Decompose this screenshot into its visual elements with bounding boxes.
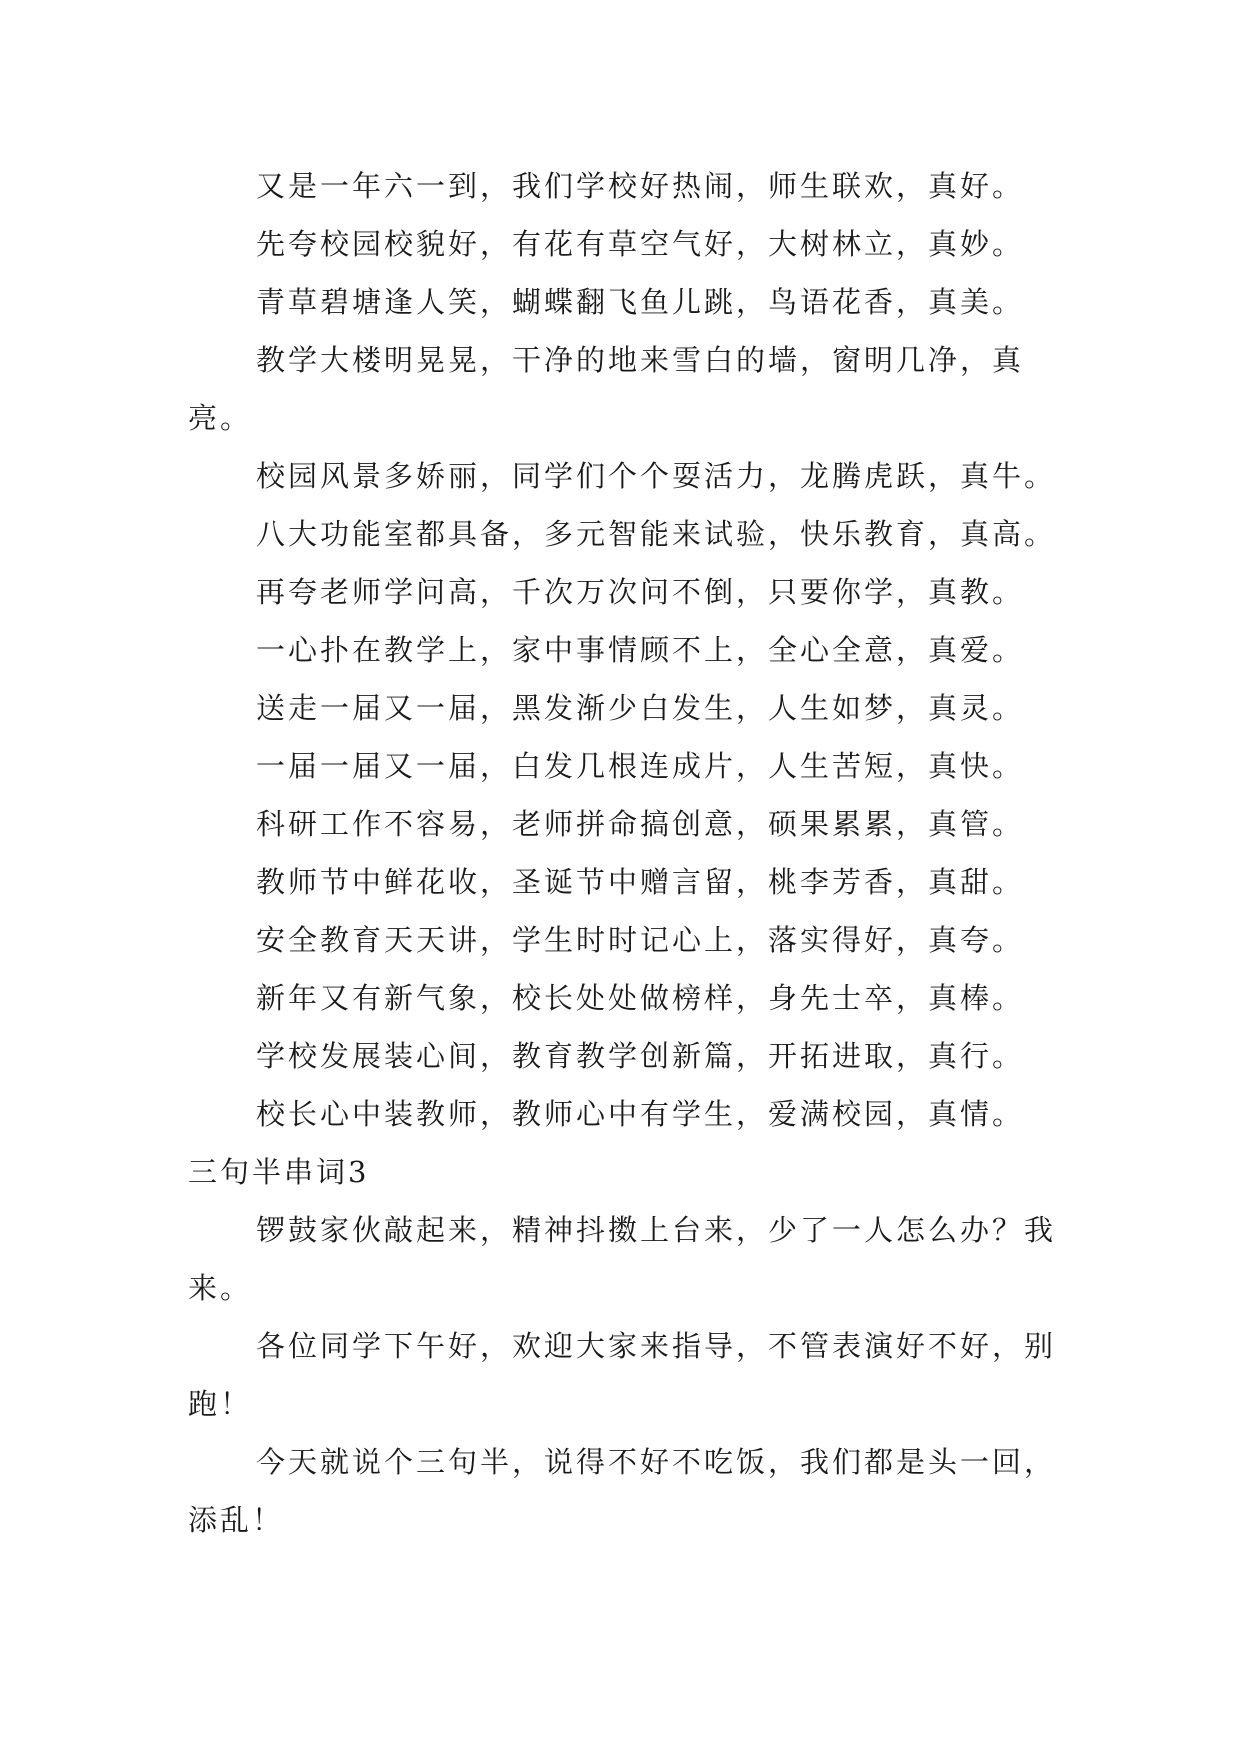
poem-paragraph: 教师节中鲜花收，圣诞节中赠言留，桃李芳香，真甜。 — [256, 865, 1025, 899]
poem-paragraph: 一届一届又一届，白发几根连成片，人生苦短，真快。 — [256, 749, 1025, 783]
section-paragraph: 各位同学下午好，欢迎大家来指导，不管表演好不好，别跑！ — [188, 1329, 1057, 1421]
poem-paragraph: 一心扑在教学上，家中事情顾不上，全心全意，真爱。 — [256, 633, 1025, 667]
document-body — [188, 157, 1068, 1549]
poem-paragraph: 学校发展装心间，教育教学创新篇，开拓进取，真行。 — [256, 1039, 1025, 1073]
poem-paragraph: 八大功能室都具备，多元智能来试验，快乐教育，真高。 — [256, 517, 1057, 551]
poem-paragraph: 再夸老师学问高，千次万次问不倒，只要你学，真教。 — [256, 575, 1025, 609]
section-paragraph: 锣鼓家伙敲起来，精神抖擞上台来，少了一人怎么办？我来。 — [188, 1213, 1057, 1305]
poem-paragraph: 先夸校园校貌好，有花有草空气好，大树林立，真妙。 — [256, 227, 1025, 261]
poem-paragraph: 安全教育天天讲，学生时时记心上，落实得好，真夸。 — [256, 923, 1025, 957]
section-heading: 三句半串词3 — [188, 1155, 370, 1189]
poem-paragraph: 科研工作不容易，老师拼命搞创意，硕果累累，真管。 — [256, 807, 1025, 841]
poem-paragraph: 又是一年六一到，我们学校好热闹，师生联欢，真好。 — [256, 169, 1025, 203]
section-paragraph: 今天就说个三句半，说得不好不吃饭，我们都是头一回，添乱！ — [188, 1445, 1057, 1537]
poem-paragraph: 校长心中装教师，教师心中有学生，爱满校园，真情。 — [256, 1097, 1025, 1131]
poem-paragraph: 教学大楼明晃晃，干净的地来雪白的墙，窗明几净，真亮。 — [188, 343, 1025, 435]
poem-paragraph: 送走一届又一届，黑发渐少白发生，人生如梦，真灵。 — [256, 691, 1025, 725]
poem-paragraph: 新年又有新气象，校长处处做榜样，身先士卒，真棒。 — [256, 981, 1025, 1015]
poem-paragraph: 青草碧塘逢人笑，蝴蝶翻飞鱼儿跳，鸟语花香，真美。 — [256, 285, 1025, 319]
poem-paragraph: 校园风景多娇丽，同学们个个耍活力，龙腾虎跃，真牛。 — [256, 459, 1057, 493]
